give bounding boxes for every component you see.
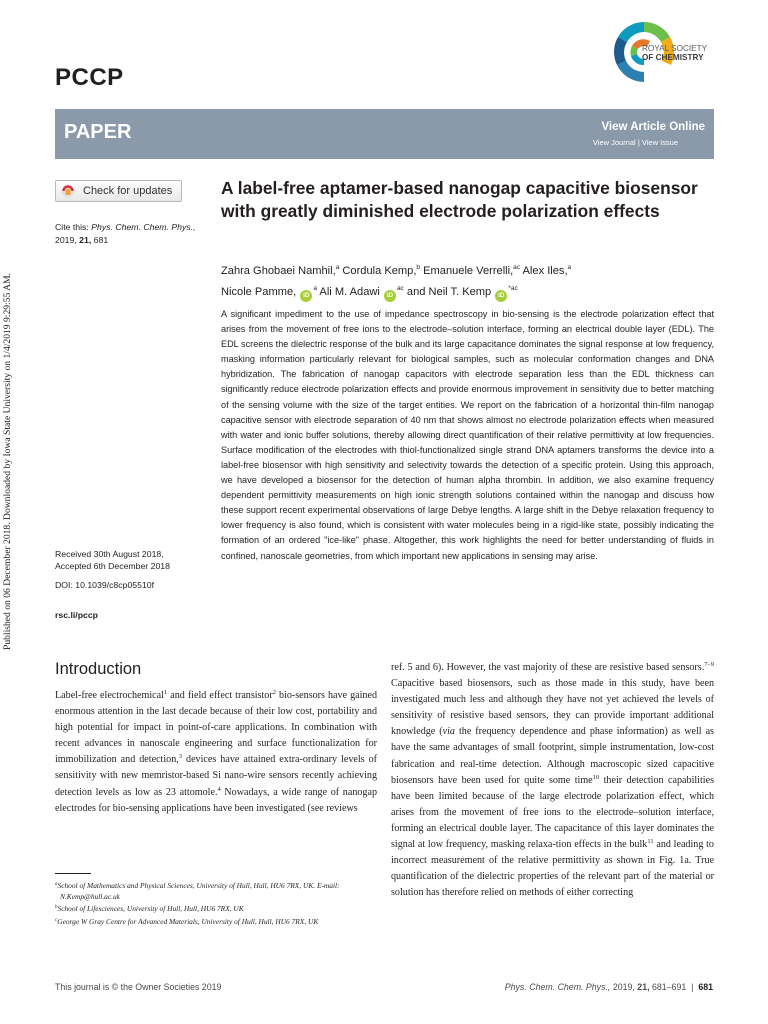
footnote-divider [55,873,91,874]
footer-volume: 21, [637,982,650,992]
author-name: Nicole Pamme, [221,286,297,298]
reference-link[interactable]: 1 [163,689,168,696]
affiliation-footnotes [55,879,377,927]
links-separator: | [637,138,640,147]
journal-link[interactable]: rsc.li/pccp [55,610,98,620]
reference-link[interactable]: 2 [272,689,276,696]
footnote-mark: c [55,917,58,923]
cite-pages: 681 [93,235,109,245]
reference-link[interactable]: 10 [592,773,600,781]
affiliation-mark: ac [396,285,404,292]
check-updates-icon [61,184,75,198]
affiliation-mark: a [335,264,340,271]
footnote-text: School of Mathematics and Physical Sciences, University of Hull, Hull, HU6 7RX, UK. E-mail: N.Kemp@hull.ac.uk [57,881,340,902]
rsc-logo-line1: ROYAL SOCIETY [642,44,708,53]
reference-link[interactable]: 4 [217,785,221,793]
body-text: and leading to incorrect measurement of the relative permittivity as shown in Fig. 1a. True quantification of the dielectric properties of the relevant part of the material or solution has therefore relied on methods of either correcting [391,839,714,899]
footnote-mark: a [55,882,58,887]
affiliation-mark: a [313,285,317,292]
cite-volume: 21, [79,235,92,245]
download-stamp: Published on 06 December 2018. Downloaded by Iowa State University on 1/4/2019 9:29:55 AM. [2,272,13,650]
body-text: Capacitive based biosensors, such as those made in this study, have been investigated much less and although they have not yet achieved the levels of sensitivity of resistive based sensors, they can provide important additional knowledge ( [391,678,714,738]
section-heading: Introduction [55,660,142,678]
orcid-icon[interactable]: iD [495,290,507,302]
reference-link[interactable]: 7–9 [704,661,714,668]
page-number: 681 [698,982,713,992]
body-text: their detection capabilities have been limited because of the large electrode polarization effect, which arises from the movement of free ions to the electrode–solution interface, forming an electrical double layer. The capacitance of this layer dominates the signal at low frequency, masking relaxa-tion effects in the bulk [391,774,714,851]
cite-journal: Phys. Chem. Chem. Phys., [91,222,196,232]
check-for-updates-label: Check for updates [83,185,173,197]
body-text: devices have attained extra-ordinary levels of sensitivity with new memristor-based Si nano-wire sensors recently achieving detection levels as low as 23 attomole. [55,754,377,798]
affiliation-mark: a [567,264,572,271]
footnote [55,902,377,914]
body-text: bio-sensors have gained enormous attention in the last decade because of their low cost, portability and high potential for impact in point-of-care applications. In combination with recent advances in nanoscale engineering and surface functionalization for immobilization and detection, [55,690,377,766]
orcid-icon[interactable]: iD [300,290,312,302]
footer-page-range: 681–691 [651,982,687,992]
rsc-logo-text [642,44,707,62]
cite-prefix: Cite this: [55,222,89,232]
body-text: Label-free electrochemical [55,690,164,701]
author-name: Ali M. Adawi [319,286,380,298]
affiliation-mark: *ac [508,285,518,292]
journal-issue-links [593,138,678,147]
dates-block [55,548,170,572]
footnote-text: School of Lifesciences, University of Hull, Hull, HU6 7RX, UK [57,904,244,914]
check-for-updates-button[interactable] [55,180,182,202]
accepted-date: Accepted 6th December 2018 [55,561,170,571]
footer-year: 2019, [612,982,635,992]
abstract: A significant impediment to the use of impedance spectroscopy in bio-sensing is the electrode polarization effect that arises from the movement of free ions to the electrode–solution interface, forming an electrical double layer (EDL). The EDL screens the dielectric response of the bulk and its large capacitance dominates the signal response at low frequency, masking information particularly relevant for biological samples, such as molecular conformation changes and DNA hybridization. The fabrication of nanogap capacitors with electrode separation less than the EDL thickness can significantly reduce electrode polarization effects and provide enormous improvement in sensitivity due to better matching of the sensing volume with the size of the target entities. We report on the fabrication of a horizontal thin-film nanogap capacitive sensor with electrode separation of 40 nm that shows almost no electrode polarization effects when measured with water and ionic buffer solutions, thereby allowing direct quantification of their relative permittivity at low frequencies. Surface modification of the electrodes with thiol-functionalized single strand DNA aptamers transforms the device into a label-free biosensor with high sensitivity and selectivity towards the detection of a specific protein. Using this approach, we have developed a biosensor for the detection of human alpha thrombin. In addition, we also examine frequency dependent permittivity measurements on high ionic strength solutions contained within the nanogap and discuss how these support recent experimental observations of large Debye lengths. A large shift in the Debye relaxation frequency to lower frequency is also found, which is consistent with water molecules being in a rigid-like state, possibly indicating the formation of an ordered "ice-like" phase. Altogether, this work highlights the need for better understanding of fluids in confined, nanoscale geometries, from which important new applications in sensing may arise. [221,309,714,561]
cite-year: 2019, [55,235,77,245]
footnote-text: George W Gray Centre for Advanced Materials, University of Hull, Hull, HU6 7RX, UK [57,916,319,926]
footnote [55,915,377,927]
citation-block [55,221,215,247]
body-text: the frequency dependence and phase information) as well as have the same advantages of small footprint, simple instrumentation, low-cost fabrication and real-time detection. Although macroscopic sized capacitive biosensors have been used for quite some time [391,726,714,786]
article-type-label: PAPER [64,121,132,143]
footer-separator: | [691,982,694,992]
author-name: Emanuele Verrelli, [423,265,514,277]
footer-journal: Phys. Chem. Chem. Phys., [504,982,611,992]
body-text: and field effect transistor [167,690,273,701]
copyright-footer: This journal is © the Owner Societies 2019 [55,982,222,992]
affiliation-mark: ac [513,264,521,271]
rsc-logo-line2: OF CHEMISTRY [642,53,704,62]
body-column-right [391,660,714,901]
view-article-online-link[interactable]: View Article Online [601,121,705,133]
footnote-mark: b [55,905,58,911]
body-text: ref. 5 and 6). However, the vast majority of these are resistive based sensors. [391,662,705,673]
article-type-banner [55,109,714,159]
article-title: A label-free aptamer-based nanogap capacitive biosensor with greatly diminished electrode polarization effects [221,178,698,221]
view-issue-link[interactable]: View Issue [641,138,678,147]
journal-abbreviation: PCCP [55,64,124,91]
doi[interactable]: DOI: 10.1039/c8cp05510f [55,580,155,590]
received-date: Received 30th August 2018, [55,549,164,559]
body-text-italic: via [442,726,455,738]
author-list [221,259,716,302]
reference-link[interactable]: 11 [647,838,654,846]
author-name: Zahra Ghobaei Namhil, [221,265,336,277]
page-footer [505,982,713,992]
view-journal-link[interactable]: View Journal [592,138,636,147]
author-name: Neil T. Kemp [428,286,492,298]
author-name: Cordula Kemp, [342,265,417,277]
body-text: Nowadays, a wide range of nanogap electrodes for bio-sensing applications have been investigated (see reviews [55,786,377,814]
affiliation-mark: b [416,264,421,271]
author-name: Alex Iles, [522,265,568,277]
footnote [55,879,377,902]
orcid-icon[interactable]: iD [384,290,396,302]
author-conjunction: and [406,286,426,298]
reference-link[interactable]: 3 [178,753,183,761]
body-column-left [55,688,377,817]
